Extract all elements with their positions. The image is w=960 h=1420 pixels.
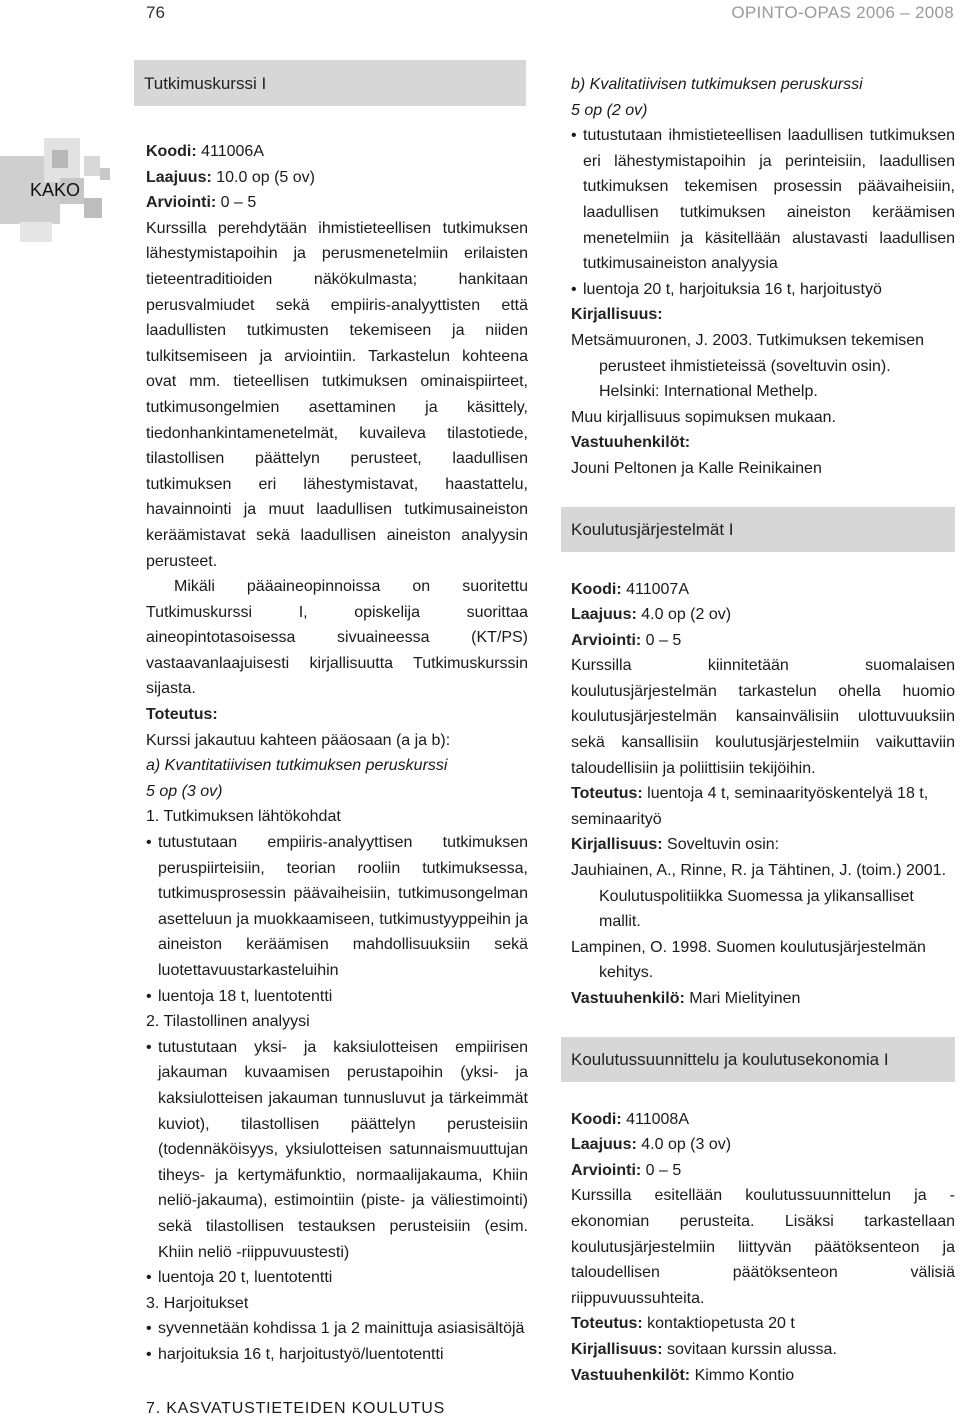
course3-title-box <box>561 1037 955 1082</box>
course2-arviointi-line <box>571 628 955 654</box>
course3-arviointi-line <box>571 1158 955 1184</box>
arviointi-value: 0 – 5 <box>220 194 257 212</box>
course2-laajuus-line <box>571 602 955 628</box>
koodi-value: 411006A <box>201 143 264 160</box>
toteutus-value: kontaktiopetusta 20 t <box>647 1315 795 1333</box>
part-a-credits: 5 op (3 ov) <box>146 782 223 800</box>
course2-kirjallisuus-line <box>571 832 955 858</box>
arviointi-line <box>146 190 528 216</box>
literature-other: Muu kirjallisuus sopimuksen mukaan. <box>571 408 836 426</box>
laajuus-line <box>146 165 528 191</box>
course-title: Tutkimuskurssi I <box>144 74 267 93</box>
toteutus-label: Toteutus: <box>571 1315 643 1333</box>
vastuu-label: Vastuuhenkilöt: <box>571 1366 691 1384</box>
laajuus-label: Laajuus: <box>146 168 212 186</box>
vastuu-label: Vastuuhenkilöt: <box>571 434 691 452</box>
course2-vastuu-line <box>571 986 955 1012</box>
vastuu-value: Kimmo Kontio <box>694 1366 795 1384</box>
course2-toteutus-line <box>571 781 955 832</box>
koodi-label: Koodi: <box>571 1110 622 1128</box>
course-description: Kurssilla perehdytään ihmistieteellisen tutkimuksen lähestymistapoihin ja perusmenetelmiin erilaisten tieteentraditioiden näkökulmasta; hankitaan perusvalmiudet sekä empiiris-analyyttisten että laadullisten tutkimusten tekemiseen ja niiden tulkitsemiseen ja arviointiin. Tarkastelun kohteena ovat mm. tieteellisen tutkimuksen ominaispiirteet, tutkimusongelmien asettaminen ja käsittely, tiedonhankintamenetelmät, kuvaileva tilastotiede, tilastollisen päättelyn perusteet, laadullisen tutkimuksen eri lähestymistavat, haastattelu, havainnointi ja muut laadullisen tutkimusaineiston keräämistavat sekä laadullisen aineiston analyysin perusteet. <box>146 219 528 570</box>
arviointi-label: Arviointi: <box>571 1161 642 1179</box>
course2-title-box <box>561 507 955 552</box>
course2-koodi-line <box>571 577 955 603</box>
koodi-line <box>146 139 528 165</box>
footer-section-title: 7. KASVATUSTIETEIDEN KOULUTUS <box>146 1400 446 1417</box>
toteutus-value: luentoja 4 t, seminaarityöskentelyä 18 t, seminaarityö <box>571 785 929 828</box>
list-item: • tutustutaan empiiris-analyyttisen tutkimuksen peruspiirteisiin, teorian rooliin tutkimuksessa, tutkimusprosessin päävaiheisiin, tutkimusongelman asetteluun ja muokkaamiseen, tutkimustyyppeihin ja aineiston keräämisen mahdollisuuksiin sekä luotettavuustarkasteluihin <box>146 830 528 984</box>
kirjallisuus-label: Kirjallisuus: <box>571 1340 663 1358</box>
laajuus-value: 4.0 op (3 ov) <box>641 1136 732 1154</box>
course2-title: Koulutusjärjestelmät I <box>571 519 734 539</box>
laajuus-label: Laajuus: <box>571 1136 637 1154</box>
kirjallisuus-label: Kirjallisuus: <box>571 306 663 324</box>
part-b-title: b) Kvalitatiivisen tutkimuksen peruskurssi <box>571 76 863 93</box>
course3-description: Kurssilla esitellään koulutussuunnittelun ja -ekonomian perusteita. Lisäksi tarkastellaan koulutusjärjestelmiin liittyvän päätöksenteon ja taloudellisen päätöksenteon välisiä riippuvuussuhteita. <box>571 1187 955 1307</box>
literature-reference: Lampinen, O. 1998. Suomen koulutusjärjestelmän kehitys. <box>571 938 926 982</box>
course3-vastuu-line <box>571 1363 955 1389</box>
koodi-label: Koodi: <box>146 143 197 160</box>
laajuus-value: 4.0 op (2 ov) <box>641 606 732 624</box>
kirjallisuus-label: Kirjallisuus: <box>571 836 663 854</box>
toteutus-label: Toteutus: <box>146 706 218 724</box>
list-item: • luentoja 18 t, luentotentti <box>146 984 528 1010</box>
literature-reference: Metsämuuronen, J. 2003. Tutkimuksen tekemisen perusteet ihmistieteissä (soveltuvin osin). Helsinki: International Methelp. <box>571 331 925 401</box>
course3-laajuus-line <box>571 1132 955 1158</box>
right-column <box>571 72 955 1388</box>
part-a-title: a) Kvantitatiivisen tutkimuksen peruskurssi <box>146 757 448 775</box>
kirjallisuus-value: Soveltuvin osin: <box>667 836 780 854</box>
vastuu-value: Mari Mielityinen <box>689 990 801 1007</box>
page-number: 76 <box>146 3 165 22</box>
kirjallisuus-value: sovitaan kurssin alussa. <box>667 1340 837 1358</box>
list-item: • syvennetään kohdissa 1 ja 2 mainittuja asiasisältöjä <box>146 1316 528 1342</box>
course3-toteutus-line <box>571 1311 955 1337</box>
running-title: OPINTO-OPAS 2006 – 2008 <box>731 3 954 22</box>
list-item: • tutustutaan yksi- ja kaksiulotteisen empiirisen jakauman kuvaamisen perustapoihin (yksi- ja kaksiulotteisen jakauman tunnusluvut ja tärkeimmät kuviot), tilastollisen päättelyn perusteisiin (todennäköisyys, yksiulotteisen satunnaismuuttujan tiheys- ja kertymäfunktio, normaalijakauma, Khiin neliö-jakauma), estimointiin (piste- ja väliestimointi) sekä tilastollisen testauksen perusteisiin (esim. Khiin neliö -riippuvuustesti) <box>146 1035 528 1265</box>
left-column <box>146 72 528 1368</box>
section-2-title: 2. Tilastollinen analyysi <box>146 1013 310 1031</box>
laajuus-value: 10.0 op (5 ov) <box>216 168 315 186</box>
course3-koodi-line <box>571 1107 955 1133</box>
list-item: • tutustutaan ihmistieteellisen laadullisen tutkimuksen eri lähestymistapoihin ja perinteisiin, laadullisen tutkimuksen tekemisen prosessin päävaiheisiin, laadullisen tutkimuksen aineiston keräämisen menetelmiin ja käsitellään alustavasti laadullisen tutkimusaineiston analyysia <box>571 123 955 277</box>
section-1-title: 1. Tutkimuksen lähtökohdat <box>146 808 341 826</box>
course-note: Mikäli pääaineopinnoissa on suoritettu Tutkimuskurssi I, opiskelija suorittaa aineopintotasoisessa sivuaineessa (KT/PS) vastaavanlaajuisesti kirjallisuutta Tutkimuskurssin sijasta. <box>146 578 528 698</box>
course2-description: Kurssilla kiinnitetään suomalaisen koulutusjärjestelmän tarkastelun ohella huomio koulutusjärjestelmän kansainvälisiin ulottuvuuksiin sekä kansallisiin koulutusjärjestelmiin vaikuttaviin taloudellisiin ja poliittisiin tekijöihin. <box>571 657 955 777</box>
list-item: • luentoja 20 t, harjoituksia 16 t, harjoitustyö <box>571 277 955 303</box>
course3-title: Koulutussuunnittelu ja koulutusekonomia I <box>571 1049 889 1069</box>
course3-kirjallisuus-line <box>571 1337 955 1363</box>
koodi-label: Koodi: <box>571 580 622 598</box>
section-3-title: 3. Harjoitukset <box>146 1294 249 1312</box>
laajuus-label: Laajuus: <box>571 606 637 624</box>
vastuu-label: Vastuuhenkilö: <box>571 990 685 1007</box>
arviointi-label: Arviointi: <box>571 631 642 649</box>
toteutus-label: Toteutus: <box>571 785 643 803</box>
literature-reference: Jauhiainen, A., Rinne, R. ja Tähtinen, J. (toim.) 2001. Koulutuspolitiikka Suomessa ja ylikansalliset mallit. <box>571 862 947 931</box>
koodi-value: 411007A <box>626 580 689 598</box>
arviointi-label: Arviointi: <box>146 194 217 212</box>
koodi-value: 411008A <box>626 1110 689 1128</box>
course-title-box <box>134 60 526 106</box>
toteutus-intro: Kurssi jakautuu kahteen pääosaan (a ja b): <box>146 731 451 749</box>
list-item: • luentoja 20 t, luentotentti <box>146 1265 528 1291</box>
part-b-credits: 5 op (2 ov) <box>571 101 648 119</box>
list-item: • harjoituksia 16 t, harjoitustyö/luentotentti <box>146 1342 528 1368</box>
side-tab-label: KAKO <box>30 180 81 200</box>
vastuu-value: Jouni Peltonen ja Kalle Reinikainen <box>571 459 822 477</box>
arviointi-value: 0 – 5 <box>645 631 682 649</box>
arviointi-value: 0 – 5 <box>645 1161 682 1179</box>
